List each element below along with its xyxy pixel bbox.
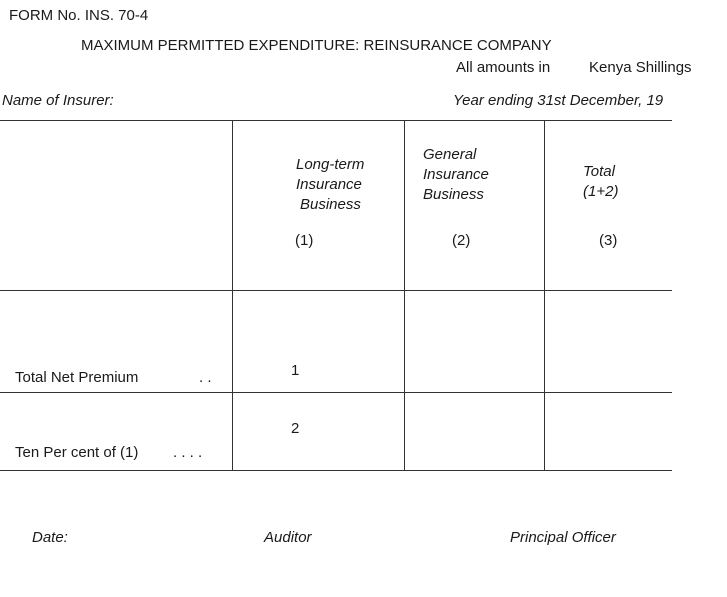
row-leader-dots: . . . . [173, 444, 203, 461]
date-label: Date: [32, 529, 68, 546]
column-number: (3) [599, 232, 618, 249]
column-number: (2) [452, 232, 471, 249]
form-number: FORM No. INS. 70-4 [9, 7, 149, 24]
column-divider [232, 120, 233, 471]
column-divider [544, 120, 545, 471]
insurer-name-label: Name of Insurer: [2, 92, 114, 109]
amounts-label: All amounts in [456, 59, 551, 76]
row-divider [0, 392, 672, 393]
row-label: Total Net Premium [15, 369, 139, 386]
column-header-long-term: Long-term Insurance Business [296, 156, 365, 213]
header-bottom-rule [0, 290, 672, 291]
column-divider [404, 120, 405, 471]
currency-label: Kenya Shillings [589, 59, 692, 76]
table-top-rule [0, 120, 672, 121]
row-line-number: 2 [291, 420, 300, 437]
column-header-total: Total (1+2) [583, 163, 619, 200]
auditor-label: Auditor [264, 529, 312, 546]
row-label: Ten Per cent of (1) [15, 444, 139, 461]
principal-officer-label: Principal Officer [510, 529, 616, 546]
page-title: MAXIMUM PERMITTED EXPENDITURE: REINSURANCE COMPANY [81, 37, 552, 54]
row-line-number: 1 [291, 362, 300, 379]
column-number: (1) [295, 232, 314, 249]
table-bottom-rule [0, 470, 672, 471]
column-header-general: General Insurance Business [423, 146, 489, 203]
row-leader-dots: . . [199, 369, 212, 386]
year-ending-label: Year ending 31st December, 19 [453, 92, 664, 109]
